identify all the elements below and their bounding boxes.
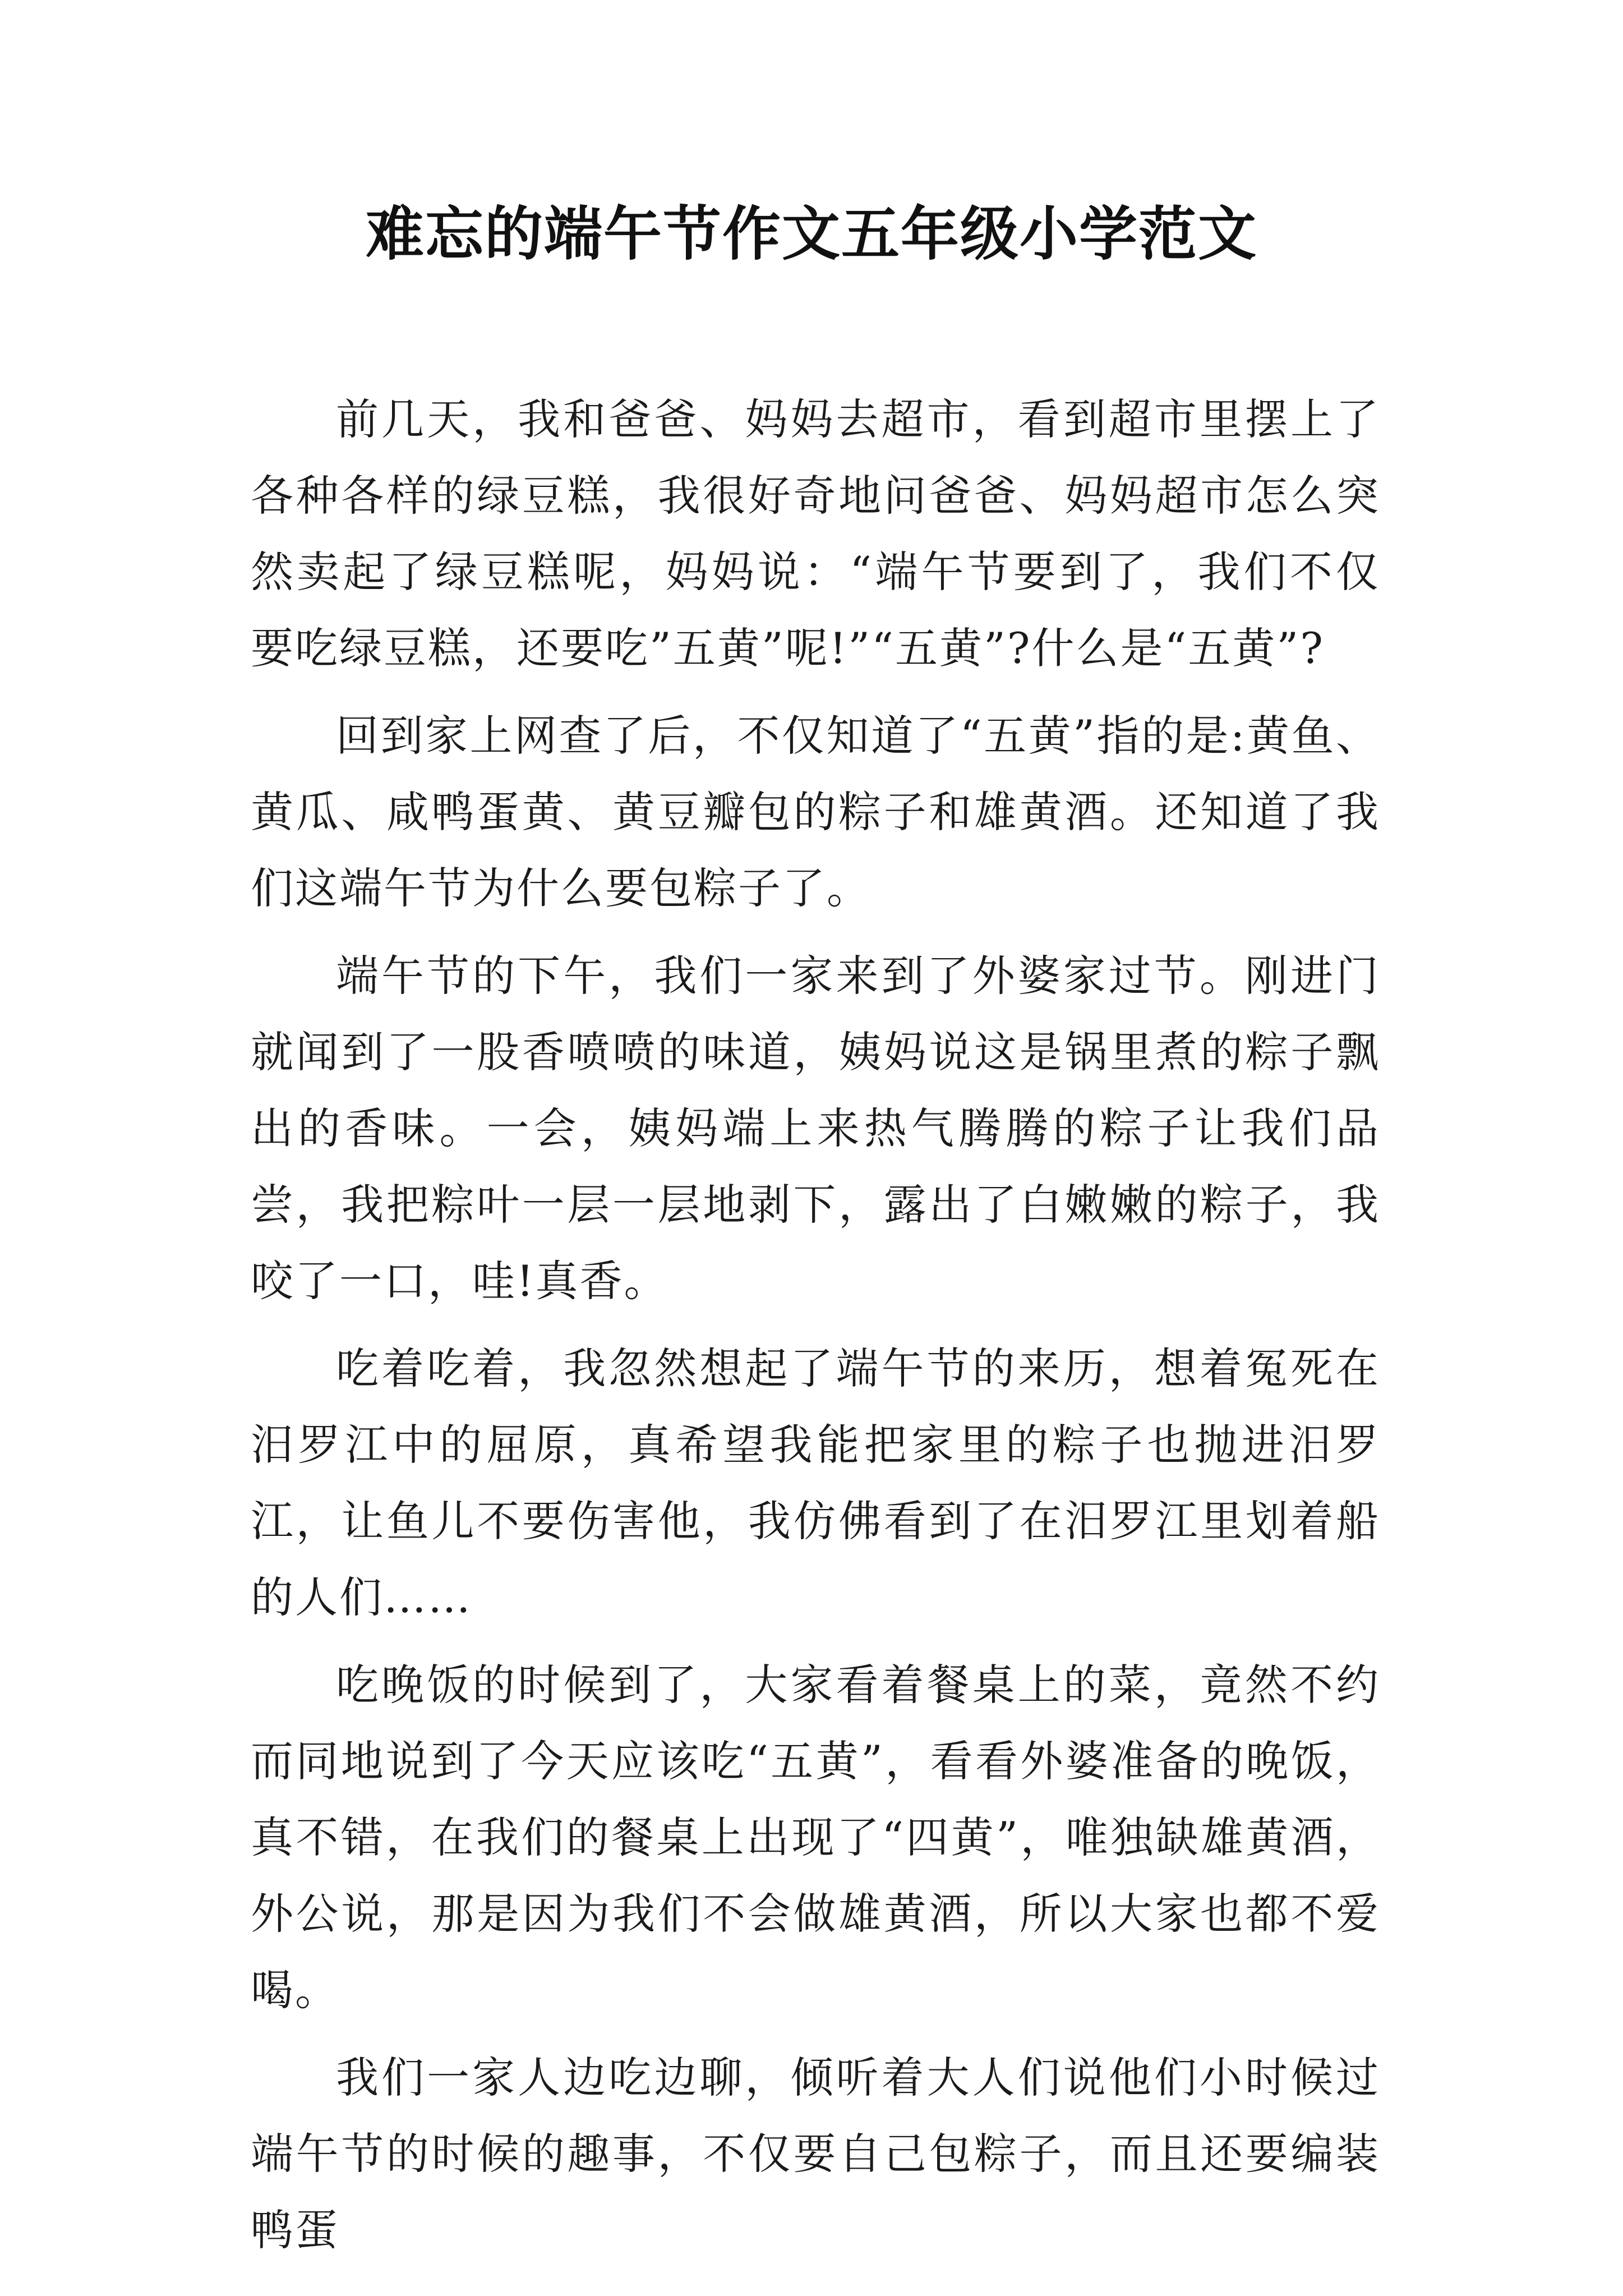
paragraph: 前几天，我和爸爸、妈妈去超市，看到超市里摆上了各种各样的绿豆糕，我很好奇地问爸爸、妈妈超市怎么突然卖起了绿豆糕呢，妈妈说：“端午节要到了，我们不仅要吃绿豆糕，还要吃”五黄”呢!”“五黄”?什么是“五黄”? (251, 394, 1380, 673)
document-title: 难忘的端午节作文五年级小学范文 (365, 199, 1257, 268)
paragraph: 吃着吃着，我忽然想起了端午节的来历，想着冤死在汨罗江中的屈原，真希望我能把家里的粽子也抛进汨罗江，让鱼儿不要伤害他，我仿佛看到了在汨罗江里划着船的人们…… (251, 1343, 1380, 1622)
paragraph: 吃晚饭的时候到了，大家看着餐桌上的菜，竟然不约而同地说到了今天应该吃“五黄”，看看外婆准备的晚饭，真不错，在我们的餐桌上出现了“四黄”，唯独缺雄黄酒，外公说，那是因为我们不会做雄黄酒，所以大家也都不爱喝。 (251, 1660, 1380, 2015)
paragraph: 回到家上网查了后，不仅知道了“五黄”指的是:黄鱼、黄瓜、咸鸭蛋黄、黄豆瓣包的粽子和雄黄酒。还知道了我们这端午节为什么要包粽子了。 (251, 711, 1380, 913)
paragraph: 端午节的下午，我们一家来到了外婆家过节。刚进门就闻到了一股香喷喷的味道，姨妈说这是锅里煮的粽子飘出的香味。一会，姨妈端上来热气腾腾的粽子让我们品尝，我把粽叶一层一层地剥下，露出了白嫩嫩的粽子，我咬了一口，哇!真香。 (251, 951, 1380, 1306)
document-body (251, 381, 1380, 2280)
paragraph: 我们一家人边吃边聊，倾听着大人们说他们小时候过端午节的时候的趣事，不仅要自己包粽子，而且还要编装鸭蛋 (251, 2053, 1380, 2255)
